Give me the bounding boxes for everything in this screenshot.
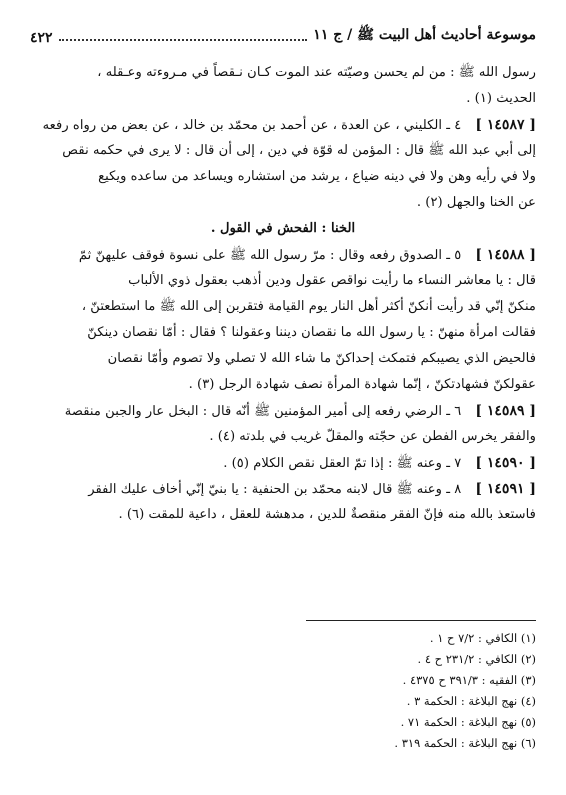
text-line [30, 372, 536, 398]
footnote-separator [306, 620, 536, 621]
page-body [30, 60, 536, 528]
line-text: فالحيض الذي يصيبكم فتمكث إحداكنّ ما شاء الله لا تصلي ولا تصوم وأمّا نقصان [107, 351, 536, 366]
hadith-number: [ ١٤٥٩١ ] [475, 481, 536, 497]
text-line [30, 164, 536, 190]
header-leader-dots [59, 38, 308, 41]
hadith-entry-14587 [30, 112, 536, 138]
hadith-number: [ ١٤٥٨٧ ] [475, 117, 536, 133]
line-text: ٤ ـ الكليني ، عن العدة ، عن أحمد بن محمّد بن خالد ، عن بعض من رواه رفعه [42, 118, 462, 133]
text-line [30, 320, 536, 346]
line-text: فاستعذ بالله منه فإنّ الفقر منقصةٌ للدين ، مدهشة للعقل ، داعية للمقت (٦) . [118, 507, 536, 522]
hadith-entry-14591 [30, 476, 536, 502]
footnote: (٣) الفقيه : ٣٩١/٣ ح ٤٣٧٥ . [402, 673, 536, 687]
footnotes [236, 628, 536, 754]
gloss-text: الخنا : الفحش في القول . [210, 221, 356, 236]
text-line [30, 424, 536, 450]
line-text: رسول الله ﷺ : من لم يحسن وصيّته عند الموت كـان نـقصاً في مـروءته وعـقله ، [97, 65, 536, 80]
line-text: قال : يا معاشر النساء ما رأيت نواقص عقول ودين أذهب بعقول ذوي الألباب [128, 273, 536, 288]
line-text: ٨ ـ وعنه ﷺ قال لابنه محمّد بن الحنفية : يا بنيّ إنّي أخاف عليك الفقر [88, 482, 462, 497]
line-text: عن الخنا والجهل (٢) . [416, 195, 536, 210]
text-line [30, 294, 536, 320]
text-line [30, 86, 536, 112]
footnote: (٤) نهج البلاغة : الحكمة ٣ . [406, 694, 536, 708]
hadith-number: [ ١٤٥٨٩ ] [475, 403, 536, 419]
line-text: ٥ ـ الصدوق رفعه وقال : مرّ رسول الله ﷺ على نسوة فوقف عليهنّ ثمّ [78, 248, 462, 263]
line-text: فقالت امرأة منهنّ : يا رسول الله ما نقصان ديننا وعقولنا ؟ فقال : أمّا نقصان دينكنّ [87, 325, 536, 340]
text-line [30, 268, 536, 294]
text-line [30, 502, 536, 528]
footnote: (٥) نهج البلاغة : الحكمة ٧١ . [400, 715, 536, 729]
hadith-number: [ ١٤٥٩٠ ] [475, 455, 536, 471]
line-text: منكنّ إنّي قد رأيت أنكنّ أكثر أهل النار يوم القيامة فتقربن إلى الله ﷺ ما استطعتنّ ، [81, 299, 536, 314]
footnote: (٢) الكافي : ٢٣١/٢ ح ٤ . [417, 652, 536, 666]
hadith-entry-14590 [30, 450, 536, 476]
text-line [30, 190, 536, 216]
line-text: الحديث (١) . [466, 91, 536, 106]
text-line [30, 346, 536, 372]
hadith-entry-14589 [30, 398, 536, 424]
hadith-number: [ ١٤٥٨٨ ] [475, 247, 536, 263]
line-text: والفقر يخرس الفطن عن حجّته والمقلّ غريب في بلدته (٤) . [209, 429, 536, 444]
line-text: عقولكنّ فشهادتكنّ ، إنّما شهادة المرأة نصف شهادة الرجل (٣) . [188, 377, 536, 392]
footnote: (٦) نهج البلاغة : الحكمة ٣١٩ . [394, 736, 536, 750]
text-line [30, 60, 536, 86]
line-text: ٦ ـ الرضي رفعه إلى أمير المؤمنين ﷺ أنّه قال : البخل عار والجبن منقصة [64, 404, 462, 419]
line-text: ٧ ـ وعنه ﷺ : إذا تمّ العقل نقص الكلام (٥) . [223, 456, 462, 471]
line-text: إلى أبي عبد الله ﷺ قال : المؤمن له قوّة في دين ، إلى أن قال : لا يرى في حكمه نقص [62, 143, 536, 158]
footnote: (١) الكافي : ٧/٢ ح ١ . [429, 631, 536, 645]
text-line [30, 138, 536, 164]
gloss-heading [30, 216, 536, 242]
line-text: ولا في رأيه وهن ولا في دينه ضياع ، يرشد من استشاره ويساعد من ساعده ويكيع [98, 169, 536, 184]
hadith-entry-14588 [30, 242, 536, 268]
running-title: موسوعة أحاديث أهل البيت ﷺ / ج ١١ [313, 27, 536, 43]
page-header [30, 22, 536, 46]
page-number: ٤٢٢ [30, 30, 53, 46]
